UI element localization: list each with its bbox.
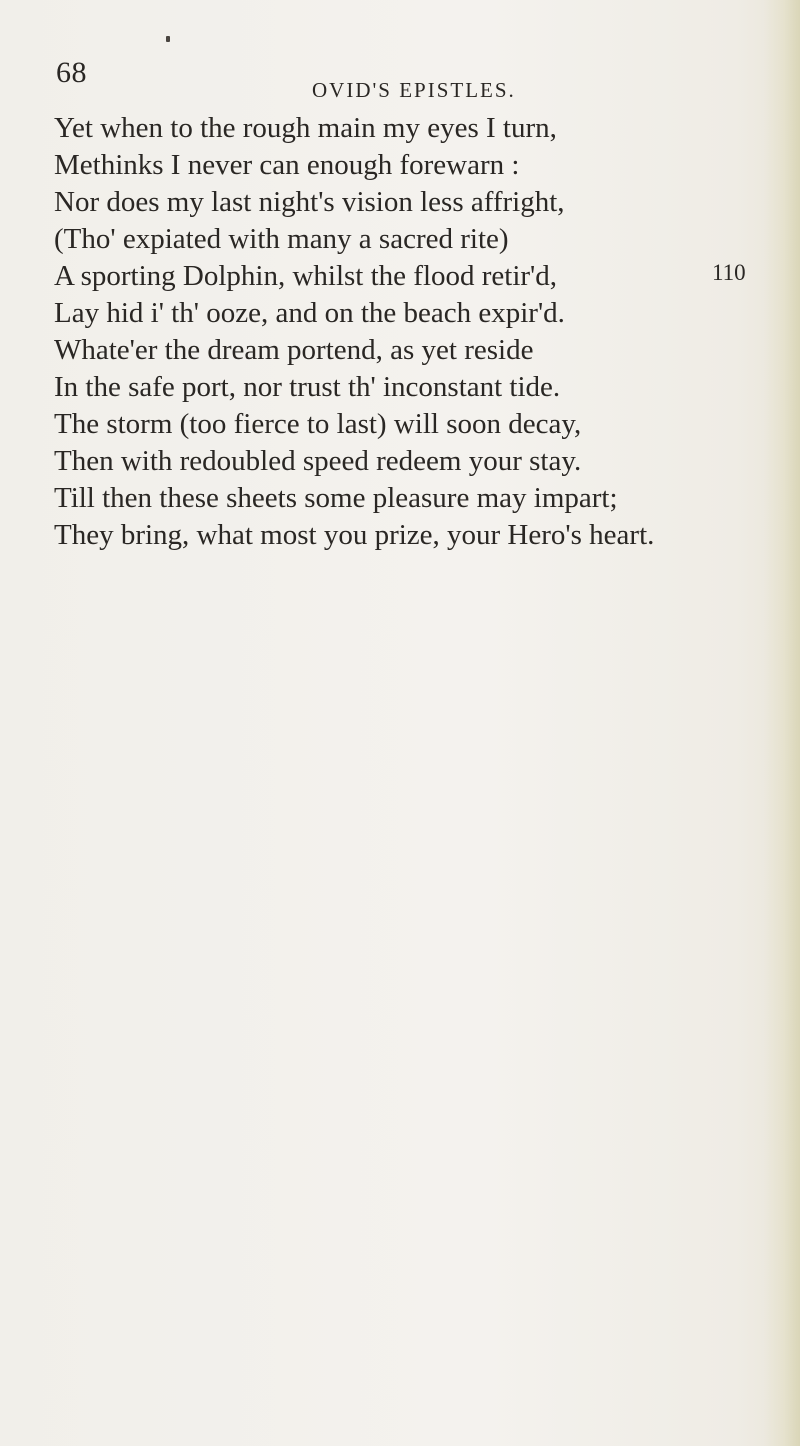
verse-line: Lay hid i' th' ooze, and on the beach expir'd. (54, 297, 565, 329)
verse-line: In the safe port, nor trust th' inconstant tide. (54, 371, 561, 403)
verse-line: Till then these sheets some pleasure may impart; (54, 482, 618, 514)
verse-line-number: 110 (712, 260, 746, 285)
running-head: OVID'S EPISTLES. (312, 78, 516, 102)
verse-line: (Tho' expiated with many a sacred rite) (54, 223, 509, 255)
verse-line: Yet when to the rough main my eyes I turn, (54, 112, 557, 144)
verse-line: A sporting Dolphin, whilst the flood retir'd, (54, 260, 558, 292)
verse-line: Methinks I never can enough forewarn : (54, 149, 520, 181)
ink-mark (166, 36, 170, 42)
verse-line: Whate'er the dream portend, as yet reside (54, 334, 534, 366)
verse-block (54, 110, 774, 554)
verse-line: Nor does my last night's vision less affright, (54, 186, 565, 218)
verse-line: Then with redoubled speed redeem your stay. (54, 445, 582, 477)
page-number: 68 (56, 56, 87, 89)
verse-line: The storm (too fierce to last) will soon decay, (54, 408, 582, 440)
verse-line: They bring, what most you prize, your Hero's heart. (54, 519, 655, 551)
